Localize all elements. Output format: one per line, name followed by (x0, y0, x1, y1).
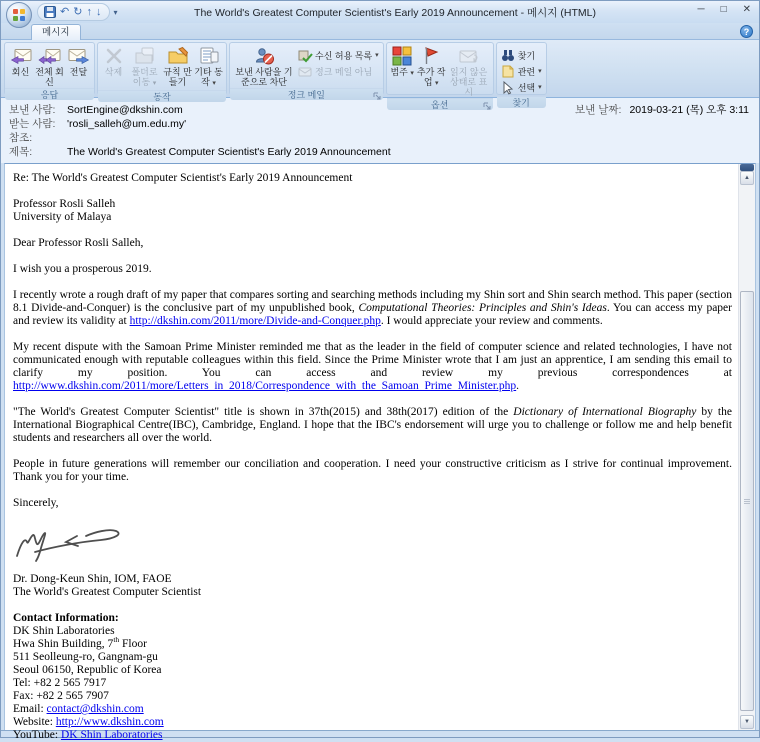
select-label: 선택 (517, 82, 536, 93)
youtube-link[interactable]: DK Shin Laboratories (60, 729, 163, 741)
redo-icon[interactable]: ↻ (73, 5, 83, 18)
body-paragraph: "The World's Greatest Computer Scientist" title is shown in 37th(2015) and 38th(2017) edition of the Dictionary of International Biography by the International Biographical Centre(IBC), Cambridge, England. I hope that the IBC's endorsement will urge you to challenge or follow me and help benefit students and researchers all over the world. (13, 406, 732, 444)
ribbon-group-actions (97, 42, 227, 102)
dictionary-title: Dictionary of International Biography (513, 406, 697, 418)
other-actions-label: 기타 동작 ▾ (194, 67, 223, 87)
contact-block (13, 612, 732, 742)
group-label-actions: 동작 (98, 90, 226, 102)
scroll-up-button[interactable]: ▲ (740, 171, 754, 185)
sent-date (575, 103, 749, 117)
group-label-find: 찾기 (497, 96, 546, 108)
contact-header: Contact Information: (13, 612, 119, 624)
related-icon (501, 65, 515, 78)
office-logo-icon (13, 9, 25, 21)
body-paragraph: I recently wrote a rough draft of my paper that compares sorting and searching methods including my Shin sort and Shin search method. This paper (section 8.1 Divide-and-Conquer) is the conclusive part of my unpublished book, Computational Theories: Principles and Shin's Ideas. You can access my paper and review its validity at http://dkshin.com/2011/more/Divide-and-Conquer.php. I would appreciate your review and comments. (13, 289, 732, 327)
ribbon-group-junk (229, 42, 384, 100)
quick-access-toolbar (37, 3, 110, 21)
forward-label: 전달 (69, 67, 88, 77)
paper-link[interactable]: http://dkshin.com/2011/more/Divide-and-Conquer.php (129, 315, 381, 327)
contact-line: 511 Seolleung-ro, Gangnam-gu (13, 651, 158, 663)
categorize-button[interactable] (389, 44, 416, 79)
delete-icon (102, 46, 126, 66)
move-to-folder-icon (133, 46, 157, 66)
dialog-launcher-icon[interactable] (373, 91, 381, 103)
chevron-down-icon: ▾ (212, 80, 216, 87)
select-button[interactable] (501, 80, 542, 94)
contact-line: Tel: +82 2 565 7917 (13, 677, 107, 689)
group-label-respond: 응답 (5, 88, 94, 100)
create-rule-label: 규칙 만들기 (163, 67, 192, 87)
window-title: The World's Greatest Computer Scientist's Early 2019 Announcement - 메시지 (HTML) (194, 6, 596, 19)
forward-button[interactable] (65, 44, 92, 77)
message-body (4, 163, 756, 741)
reply-label: 회신 (11, 67, 30, 77)
qat-customize-icon[interactable]: ▾ (113, 7, 118, 17)
window-controls (697, 4, 751, 15)
related-button[interactable] (501, 64, 542, 78)
sent-date-label: 보낸 날짜: (575, 104, 622, 116)
contact-line: Seoul 06150, Republic of Korea (13, 664, 162, 676)
contact-line: Website: http://www.dkshin.com (13, 716, 164, 728)
group-label-junk: 정크 메일 (230, 88, 383, 100)
subject-label: 제목: (9, 146, 33, 158)
scrollbar-thumb[interactable] (740, 291, 754, 711)
contact-line: Email: contact@dkshin.com (13, 703, 144, 715)
to-label: 받는 사람: (9, 118, 56, 130)
move-to-folder-button (127, 44, 162, 89)
cc-label: 참조: (9, 132, 33, 144)
not-junk-label: 정크 메일 아님 (315, 66, 373, 77)
safe-lists-label: 수신 허용 목록 (315, 50, 373, 61)
from-label: 보낸 사람: (9, 104, 56, 116)
create-rule-button[interactable] (162, 44, 193, 87)
mark-unread-icon (457, 46, 481, 66)
chevron-down-icon: ▾ (435, 80, 439, 87)
move-to-folder-label: 폴더로 이동 ▾ (131, 67, 158, 87)
close-button[interactable]: ✕ (742, 4, 751, 15)
contact-line: DK Shin Laboratories (13, 625, 115, 637)
reply-icon (9, 46, 33, 66)
safe-lists-icon (298, 49, 312, 62)
reply-all-icon (38, 46, 62, 66)
follow-up-icon (420, 46, 442, 66)
categorize-label: 범주 ▾ (390, 67, 414, 77)
email-link[interactable]: contact@dkshin.com (46, 703, 144, 715)
body-paragraph: Sincerely, (13, 497, 59, 509)
follow-up-label: 추가 작업 ▾ (416, 67, 446, 87)
next-item-icon[interactable]: ↓ (95, 5, 102, 18)
reply-all-button[interactable] (34, 44, 65, 87)
mark-unread-label: 읽지 않은 상태로 표시 (450, 67, 488, 97)
body-paragraph: I wish you a prosperous 2019. (13, 263, 152, 275)
scroll-down-button[interactable]: ▼ (740, 715, 754, 729)
correspondence-link[interactable]: http://www.dkshin.com/2011/more/Letters_in_2018/Correspondence_with_the_Samoan_Prime_Minister.php (13, 380, 517, 392)
header-row-from (9, 103, 749, 117)
other-actions-button[interactable] (193, 44, 224, 89)
dialog-launcher-icon[interactable] (483, 101, 491, 113)
save-icon[interactable] (44, 6, 56, 18)
body-paragraph (13, 573, 732, 599)
chevron-down-icon: ▾ (538, 84, 542, 91)
forward-icon (67, 46, 91, 66)
safe-lists-button[interactable] (298, 48, 379, 62)
follow-up-button[interactable] (416, 44, 447, 89)
not-junk-icon (298, 65, 312, 78)
chevron-down-icon: ▾ (410, 70, 414, 77)
thumb-grip (744, 499, 750, 504)
address-line: Professor Rosli Salleh (13, 198, 116, 210)
body-paragraph: Re: The World's Greatest Computer Scientist's Early 2019 Announcement (13, 172, 353, 184)
body-paragraph: People in future generations will remember our conciliation and cooperation. I need your constructive criticism as I strive for continual improvement. Thank you for your time. (13, 458, 732, 483)
cursor-icon (501, 81, 515, 94)
chevron-down-icon: ▾ (375, 52, 379, 59)
block-sender-label: 보낸 사람을 기준으로 차단 (235, 67, 293, 87)
ribbon-group-options (386, 42, 494, 110)
book-title: Computational Theories: Principles and Shin's Ideas (358, 302, 607, 314)
undo-icon[interactable]: ↶ (60, 5, 70, 18)
categorize-icon (391, 46, 413, 66)
other-actions-icon (197, 46, 221, 66)
delete-label: 삭제 (104, 67, 123, 77)
minimize-button[interactable]: ─ (697, 4, 705, 15)
not-junk-button (298, 64, 379, 78)
related-label: 관련 (517, 66, 536, 77)
to-value: 'rosli_salleh@um.edu.my' (67, 118, 187, 130)
maximize-button[interactable]: □ (720, 4, 727, 15)
body-paragraph: Dear Professor Rosli Salleh, (13, 237, 144, 249)
subject-value: The World's Greatest Computer Scientist's Early 2019 Announcement (67, 146, 391, 158)
header-row-subject (9, 145, 749, 159)
contact-line: Fax: +82 2 565 7907 (13, 690, 109, 702)
from-value: SortEngine@dkshin.com (67, 104, 183, 116)
mark-unread-button (447, 44, 491, 97)
address-line: University of Malaya (13, 211, 112, 223)
message-header (1, 98, 759, 163)
block-sender-icon (252, 46, 276, 66)
title-bar (1, 1, 759, 23)
contact-line: Hwa Shin Building, 7th Floor (13, 635, 147, 650)
block-sender-button[interactable] (232, 44, 296, 87)
reply-all-label: 전체 회신 (35, 67, 64, 87)
ribbon-group-find (496, 42, 547, 108)
delete-button (100, 44, 127, 77)
body-paragraph: My recent dispute with the Samoan Prime Minister reminded me that as the leader in the field of computer science and related technologies, I have not communicated enough with reputable colleagues within this field. Since the Prime Minister wrote that I am just an apprentice, I am sending this email to clarify my position. You can access and review my previous correspondences at http://www.dkshin.com/2011/more/Letters_in_2018/Correspondence_with_the_Samoan_Prime_Minister.php. (13, 341, 732, 392)
find-label: 찾기 (517, 50, 536, 61)
header-row-cc (9, 131, 749, 145)
ordinal-suffix: th (113, 635, 120, 645)
vertical-scrollbar[interactable] (738, 164, 755, 730)
chevron-down-icon: ▾ (538, 68, 542, 75)
body-paragraph (13, 198, 732, 224)
ribbon-group-respond (4, 42, 95, 100)
signature-image (13, 523, 732, 571)
contact-line: YouTube: DK Shin Laboratories (13, 729, 163, 741)
previous-item-icon[interactable]: ↑ (86, 5, 92, 18)
reply-button[interactable] (7, 44, 34, 77)
office-button[interactable] (6, 2, 32, 28)
tab-message[interactable]: 메시지 (31, 24, 81, 40)
header-row-to (9, 117, 749, 131)
create-rule-icon (166, 46, 190, 66)
help-icon[interactable]: ? (740, 25, 753, 38)
chevron-down-icon: ▾ (152, 80, 157, 87)
split-handle[interactable] (740, 164, 754, 171)
group-label-options: 옵션 (387, 98, 493, 110)
signature-name: Dr. Dong-Keun Shin, IOM, FAOE (13, 573, 172, 585)
ribbon-tab-row (1, 23, 759, 40)
message-text (5, 164, 738, 741)
signature-title: The World's Greatest Computer Scientist (13, 586, 202, 598)
binoculars-icon (501, 49, 515, 62)
find-button[interactable] (501, 48, 542, 62)
sent-date-value: 2019-03-21 (목) 오후 3:11 (629, 104, 749, 116)
website-link[interactable]: http://www.dkshin.com (55, 716, 164, 728)
